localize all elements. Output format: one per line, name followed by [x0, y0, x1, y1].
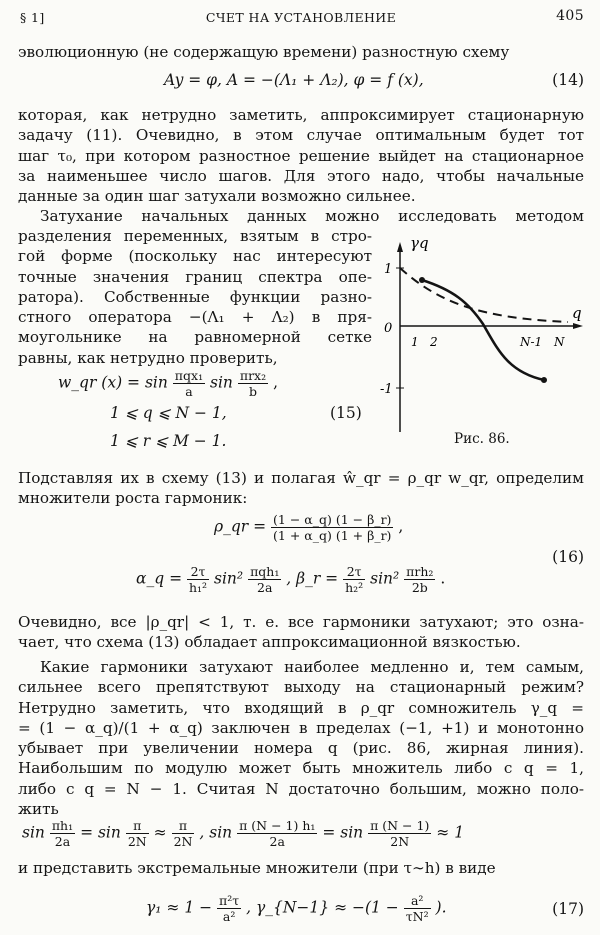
eq16-sin: sin² — [370, 569, 400, 588]
eq-text: , sin — [199, 823, 233, 842]
frac-num: 2τ — [343, 564, 365, 580]
y-tick-label-0: 0 — [384, 321, 393, 336]
text-line: за наименьшее число шагов. Для этого надо, чтобы начальные — [18, 166, 584, 185]
text-line: убывает при увеличении номера q (рис. 86, жирная линия). — [18, 739, 584, 758]
eq-text: γ₁ ≈ 1 − — [146, 898, 213, 917]
x-axis-arrow — [573, 323, 583, 329]
text-line: сильнее всего препятствуют выходу на стационарный режим? — [18, 678, 584, 697]
equation-15-cond1 — [110, 404, 227, 422]
text-line: и представить экстремальные множители (при τ∼h) в виде — [18, 859, 496, 877]
text-line: шаг τ₀, при котором разностное решение выйдет на стационарное — [18, 146, 584, 165]
text-line: эволюционную (не содержащую времени) разностную схему — [18, 43, 510, 61]
text-line: Затухание начальных данных можно исследовать методом — [40, 207, 584, 225]
text-line: Какие гармоники затухают наиболее медленно и, тем самым, — [40, 658, 584, 676]
eq-text: sin — [22, 823, 45, 842]
equation-16-alpha-beta — [136, 564, 445, 595]
frac-num: π (N − 1) h₁ — [239, 818, 316, 833]
frac-den: 2a — [269, 834, 285, 849]
eq16-rho-tail: , — [398, 517, 404, 536]
frac-num: a² — [404, 893, 431, 909]
eq15-tail: , — [273, 373, 278, 392]
frac-den: b — [248, 384, 257, 399]
frac-num: πrh₂ — [406, 564, 434, 579]
text-line: = (1 − α_q)/(1 + α_q) заключен в пределах (−1, +1) и монотонно — [18, 718, 584, 737]
eq-text: , γ_{N−1} ≈ −(1 − — [246, 898, 399, 917]
dashed-curve — [400, 268, 568, 322]
text-line: множители роста гармоник: — [18, 489, 248, 508]
equation-number-17: (17) — [552, 900, 584, 918]
eq16-rho-lhs: ρ_qr = — [214, 517, 267, 536]
eq-text: = sin — [322, 823, 364, 842]
x-tick-label: N — [554, 335, 565, 349]
paragraph-6 — [18, 657, 584, 819]
fraction — [404, 893, 431, 924]
text-line: Нетрудно заметить, что входящий в ρ_qr сомножитель γ_q = — [18, 698, 584, 717]
curve-end-point — [541, 377, 547, 383]
frac-den: h₁² — [189, 580, 208, 595]
fraction — [238, 368, 268, 399]
paragraph-2 — [18, 105, 584, 206]
text-line: жить — [18, 800, 59, 819]
frac-num: πh₁ — [51, 818, 74, 833]
eq15-lhs: w_qr (x) = sin — [58, 373, 168, 392]
equation-16-rho — [214, 512, 403, 543]
text-line: Подставляя их в схему (13) и полагая ŵ_qr = ρ_qr w_qr, определим — [18, 469, 584, 487]
fraction — [173, 368, 205, 399]
y-tick-label-1: 1 — [384, 262, 393, 277]
eq16-sin: sin² — [214, 569, 244, 588]
paragraph-3-first-line — [18, 206, 584, 226]
paragraph-7 — [18, 858, 584, 878]
fraction — [343, 564, 365, 595]
fraction — [172, 818, 195, 849]
frac-num: π (N − 1) — [370, 818, 430, 833]
equation-number-15: (15) — [330, 404, 362, 422]
frac-num: πrx₂ — [239, 368, 267, 383]
text-line: равны, как нетрудно проверить, — [18, 348, 278, 367]
eq16-alpha-lhs: α_q = — [136, 569, 183, 588]
equation-15-main — [58, 368, 278, 399]
text-line: Наибольшим по модулю может быть множитель либо с q = 1, — [18, 759, 584, 778]
frac-den: τN² — [405, 909, 429, 924]
frac-den: 2N — [173, 834, 193, 849]
text-line: задачу (11). Очевидно, в этом случае оптимальным будет тот — [18, 126, 584, 145]
frac-den: 2a — [257, 580, 273, 595]
bold-curve — [422, 280, 544, 380]
y-axis-arrow — [397, 242, 403, 252]
text-line: данные за один шаг затухали возможно сильнее. — [18, 187, 416, 206]
equation-approx — [22, 818, 464, 849]
text-line: ратора). Собственные функции разно- — [18, 287, 372, 306]
equation-number-16: (16) — [552, 548, 584, 566]
y-tick-label-minus1: -1 — [380, 382, 393, 397]
equation-17 — [146, 893, 447, 924]
paragraph-3 — [18, 226, 372, 368]
x-tick-label: 1 — [411, 335, 419, 349]
page-number: 405 — [556, 8, 584, 24]
frac-num: π — [172, 818, 195, 834]
x-tick-label: 2 — [430, 335, 438, 349]
frac-num: πqx₁ — [174, 368, 204, 383]
figure-86 — [378, 232, 584, 452]
frac-den: 2N — [127, 834, 147, 849]
equation-15-cond2 — [110, 432, 226, 450]
equation-number-14: (14) — [552, 71, 584, 89]
eq-text: ≈ 1 — [436, 823, 465, 842]
x-axis-label: q — [572, 304, 582, 322]
text-line: Очевидно, все |ρ_qr| < 1, т. е. все гармоники затухают; это озна- — [18, 613, 584, 631]
eq-text: = sin — [80, 823, 121, 842]
eq16-beta-lhs: , β_r = — [286, 569, 339, 588]
y-axis-label: γq — [410, 234, 429, 252]
eq16-tail: . — [440, 569, 446, 588]
text-line: либо с q = N − 1. Считая N достаточно большим, можно поло- — [18, 779, 584, 798]
fraction — [187, 564, 209, 595]
fraction — [126, 818, 149, 849]
fraction — [50, 818, 75, 849]
text-line: чает, что схема (13) обладает аппроксимационной вязкостью. — [18, 633, 521, 652]
frac-den: 2b — [411, 580, 428, 595]
paragraph-1 — [18, 42, 584, 62]
frac-num: 2τ — [187, 564, 209, 580]
paragraph-5 — [18, 612, 584, 653]
frac-num: π²τ — [219, 893, 240, 908]
figure-caption: Рис. 86. — [454, 431, 510, 447]
text-line: которая, как нетрудно заметить, аппроксимирует стационарную — [18, 106, 584, 124]
eq-text: ). — [435, 898, 447, 917]
x-tick-label: N-1 — [520, 335, 543, 349]
equation-body: Ay = φ, A = −(Λ₁ + Λ₂), φ = f (x), — [164, 71, 424, 89]
fraction — [248, 564, 281, 595]
frac-num: πqh₁ — [250, 564, 280, 579]
frac-num: π — [126, 818, 149, 834]
fraction — [237, 818, 317, 849]
running-header — [18, 8, 584, 28]
condition: 1 ⩽ q ⩽ N − 1, — [110, 404, 227, 422]
text-line: точные значения границ спектра опе- — [18, 267, 372, 286]
text-line: стного оператора −(Λ₁ + Λ₂) в пря- — [18, 308, 372, 327]
frac-den: a — [185, 384, 193, 399]
frac-den: 2N — [390, 834, 410, 849]
frac-den: a² — [222, 909, 236, 924]
fraction — [368, 818, 431, 849]
frac-den: (1 + α_q) (1 + β_r) — [273, 528, 392, 543]
fraction — [217, 893, 241, 924]
equation-14 — [164, 71, 424, 89]
eq-text: ≈ — [153, 823, 167, 842]
frac-den: 2a — [54, 834, 71, 849]
text-line: гой форме (поскольку нас интересуют — [18, 247, 372, 266]
fraction — [404, 564, 435, 595]
eq15-sin: sin — [210, 373, 233, 392]
text-line: разделения переменных, взятым в стро- — [18, 227, 372, 245]
fraction — [271, 512, 393, 543]
text-line: моугольнике на равномерной сетке — [18, 328, 372, 347]
chapter-title: СЧЕТ НА УСТАНОВЛЕНИЕ — [205, 10, 397, 25]
book-page — [18, 0, 584, 935]
paragraph-4 — [18, 468, 584, 509]
curve-start-point — [419, 277, 425, 283]
section-mark: § 1] — [20, 10, 45, 25]
frac-den: h₂² — [345, 580, 364, 595]
frac-num: (1 − α_q) (1 − β_r) — [273, 512, 392, 527]
condition: 1 ⩽ r ⩽ M − 1. — [110, 432, 227, 450]
